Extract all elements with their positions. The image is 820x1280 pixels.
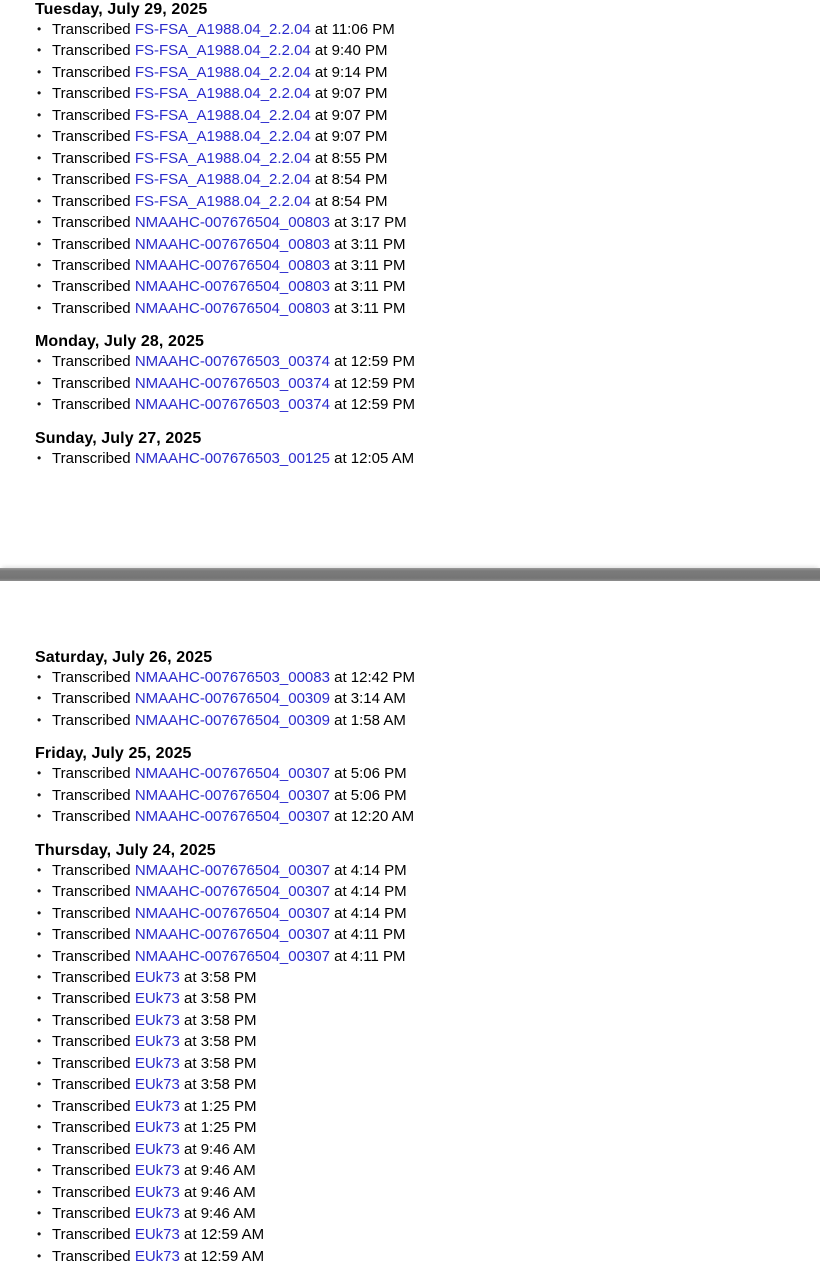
activity-item [35,1074,820,1095]
timestamp-text: at 9:07 PM [310,128,388,146]
action-text: Transcribed [52,1226,135,1244]
activity-item [35,1224,820,1245]
action-text: Transcribed [52,85,135,103]
bullet-icon: • [37,43,42,58]
action-text: Transcribed [52,128,135,146]
action-text: Transcribed [52,808,135,826]
activity-item [35,763,820,784]
timestamp-text: at 3:11 PM [329,235,406,253]
action-text: Transcribed [52,1011,135,1029]
action-text: Transcribed [52,861,135,879]
day-heading: Friday, July 25, 2025 [35,745,192,763]
bullet-icon: • [37,279,42,294]
activity-list [35,448,820,469]
bullet-icon: • [37,64,42,79]
activity-item [35,126,820,147]
activity-item [35,276,820,297]
item-record-link[interactable]: EUk73 [134,1183,180,1201]
activity-item [35,860,820,881]
bullet-icon: • [37,1141,42,1156]
item-record-link[interactable]: NMAAHC-007676504_00307 [134,808,330,826]
bullet-icon: • [37,670,42,684]
action-text: Transcribed [52,235,135,253]
day-heading: Thursday, July 24, 2025 [35,841,216,859]
activity-item [35,212,820,233]
bullet-icon: • [37,1184,42,1199]
activity-item [35,946,820,967]
activity-item [35,1010,820,1031]
activity-item [35,710,820,731]
bullet-icon: • [37,927,42,942]
item-record-link[interactable]: NMAAHC-007676504_00803 [134,214,330,232]
item-record-link[interactable]: NMAAHC-007676504_00307 [134,883,330,901]
day-section [35,648,820,731]
timestamp-text: at 11:06 PM [310,21,395,38]
bullet-icon: • [37,1055,42,1070]
activity-item [35,1031,820,1052]
activity-item [35,169,820,190]
timestamp-text: at 12:59 AM [179,1247,265,1265]
item-record-link[interactable]: EUk73 [134,1226,180,1244]
activity-item [35,298,820,319]
action-text: Transcribed [52,42,135,60]
action-text: Transcribed [52,690,135,708]
item-record-link[interactable]: EUk73 [134,1011,180,1029]
item-record-link[interactable]: NMAAHC-007676504_00307 [134,926,330,944]
bullet-icon: • [37,948,42,963]
bullet-icon: • [37,450,42,465]
timestamp-text: at 9:46 AM [179,1140,256,1158]
item-record-link[interactable]: FS-FSA_A1988.04_2.2.04 [134,21,311,38]
activity-list [35,763,820,827]
activity-item [35,988,820,1009]
action-text: Transcribed [52,669,135,686]
item-record-link[interactable]: EUk73 [134,1033,180,1051]
timestamp-text: at 9:40 PM [310,42,388,60]
item-record-link[interactable]: EUk73 [134,1162,180,1180]
item-record-link[interactable]: EUk73 [134,1054,180,1072]
item-record-link[interactable]: FS-FSA_A1988.04_2.2.04 [134,171,311,189]
item-record-link[interactable]: NMAAHC-007676504_00803 [134,299,330,317]
action-text: Transcribed [52,711,135,729]
activity-page-2 [0,581,820,1280]
action-text: Transcribed [52,1119,135,1137]
bullet-icon: • [37,1120,42,1135]
bullet-icon: • [37,969,42,984]
item-record-link[interactable]: NMAAHC-007676504_00309 [134,711,330,729]
item-record-link[interactable]: EUk73 [134,1097,180,1115]
bullet-icon: • [37,1205,42,1220]
action-text: Transcribed [52,171,135,189]
activity-item [35,881,820,902]
activity-item [35,19,820,40]
bullet-icon: • [37,1012,42,1027]
bullet-icon: • [37,691,42,706]
day-heading: Monday, July 28, 2025 [35,333,204,351]
item-record-link[interactable]: FS-FSA_A1988.04_2.2.04 [134,85,311,103]
timestamp-text: at 9:46 AM [179,1183,256,1201]
bullet-icon: • [37,354,42,369]
day-section [35,332,820,415]
action-text: Transcribed [52,1076,135,1094]
bullet-icon: • [37,193,42,208]
timestamp-text: at 5:06 PM [329,765,407,783]
bullet-icon: • [37,1098,42,1113]
day-section [35,429,820,469]
action-text: Transcribed [52,786,135,804]
item-record-link[interactable]: EUk73 [134,990,180,1008]
item-record-link[interactable]: EUk73 [134,1204,180,1222]
bullet-icon: • [37,862,42,877]
item-record-link[interactable]: NMAAHC-007676504_00307 [134,947,330,965]
timestamp-text: at 12:20 AM [329,808,415,826]
activity-list [35,19,820,319]
timestamp-text: at 8:54 PM [310,192,388,210]
action-text: Transcribed [52,449,135,467]
activity-list [35,667,820,731]
action-text: Transcribed [52,1162,135,1180]
action-text: Transcribed [52,990,135,1008]
action-text: Transcribed [52,1183,135,1201]
item-record-link[interactable]: EUk73 [134,1247,180,1265]
item-record-link[interactable]: FS-FSA_A1988.04_2.2.04 [134,42,311,60]
bullet-icon: • [37,991,42,1006]
bullet-icon: • [37,1227,42,1242]
timestamp-text: at 12:59 PM [329,374,416,392]
activity-item [35,785,820,806]
bullet-icon: • [37,1248,42,1263]
timestamp-text: at 12:59 PM [329,396,416,414]
timestamp-text: at 3:58 PM [179,1033,257,1051]
timestamp-text: at 9:46 AM [179,1204,256,1222]
item-record-link[interactable]: NMAAHC-007676503_00374 [134,396,330,414]
action-text: Transcribed [52,353,135,371]
activity-item [35,1246,820,1267]
action-text: Transcribed [52,883,135,901]
activity-item [35,1139,820,1160]
timestamp-text: at 3:58 PM [179,1011,257,1029]
action-text: Transcribed [52,374,135,392]
activity-item [35,373,820,394]
item-record-link[interactable]: NMAAHC-007676503_00374 [134,353,330,371]
bullet-icon: • [37,22,42,36]
timestamp-text: at 12:42 PM [329,669,416,686]
action-text: Transcribed [52,1054,135,1072]
item-record-link[interactable]: FS-FSA_A1988.04_2.2.04 [134,128,311,146]
timestamp-text: at 3:17 PM [329,214,407,232]
action-text: Transcribed [52,278,135,296]
item-record-link[interactable]: FS-FSA_A1988.04_2.2.04 [134,63,311,81]
item-record-link[interactable]: FS-FSA_A1988.04_2.2.04 [134,149,311,167]
item-record-link[interactable]: NMAAHC-007676504_00803 [134,235,330,253]
item-record-link[interactable]: NMAAHC-007676504_00307 [134,786,330,804]
timestamp-text: at 8:55 PM [310,149,388,167]
bullet-icon: • [37,215,42,230]
bullet-icon: • [37,150,42,165]
bullet-icon: • [37,809,42,824]
activity-list [35,351,820,415]
activity-item [35,806,820,827]
timestamp-text: at 12:59 AM [179,1226,265,1244]
item-record-link[interactable]: NMAAHC-007676504_00803 [134,256,330,274]
timestamp-text: at 9:07 PM [310,106,388,124]
activity-item [35,448,820,469]
timestamp-text: at 4:11 PM [329,947,406,965]
activity-item [35,1053,820,1074]
activity-item [35,105,820,126]
item-record-link[interactable]: NMAAHC-007676504_00307 [134,904,330,922]
timestamp-text: at 3:14 AM [329,690,406,708]
day-section [35,744,820,827]
timestamp-text: at 9:14 PM [310,63,388,81]
bullet-icon: • [37,129,42,144]
item-record-link[interactable]: NMAAHC-007676504_00803 [134,278,330,296]
activity-item [35,40,820,61]
action-text: Transcribed [52,149,135,167]
activity-item [35,191,820,212]
timestamp-text: at 3:11 PM [329,278,406,296]
item-record-link[interactable]: NMAAHC-007676504_00307 [134,765,330,783]
bullet-icon: • [37,787,42,802]
activity-item [35,1160,820,1181]
action-text: Transcribed [52,396,135,414]
timestamp-text: at 9:07 PM [310,85,388,103]
activity-item [35,688,820,709]
item-record-link[interactable]: FS-FSA_A1988.04_2.2.04 [134,106,311,124]
activity-item [35,234,820,255]
action-text: Transcribed [52,1204,135,1222]
timestamp-text: at 4:14 PM [329,861,407,879]
bullet-icon: • [37,905,42,920]
bullet-icon: • [37,375,42,390]
timestamp-text: at 1:25 PM [179,1119,257,1137]
action-text: Transcribed [52,106,135,124]
activity-item [35,1117,820,1138]
action-text: Transcribed [52,299,135,317]
action-text: Transcribed [52,1033,135,1051]
activity-item [35,1096,820,1117]
day-heading: Saturday, July 26, 2025 [35,649,213,666]
bullet-icon: • [37,172,42,187]
action-text: Transcribed [52,63,135,81]
day-section [35,0,820,319]
day-heading: Tuesday, July 29, 2025 [35,1,208,18]
timestamp-text: at 3:58 PM [179,1076,257,1094]
item-record-link[interactable]: NMAAHC-007676503_00125 [134,449,330,467]
bullet-icon: • [37,300,42,315]
activity-item [35,62,820,83]
activity-item [35,903,820,924]
timestamp-text: at 4:11 PM [329,926,406,944]
activity-item [35,667,820,688]
day-heading: Sunday, July 27, 2025 [35,429,202,447]
timestamp-text: at 4:14 PM [329,883,407,901]
activity-item [35,148,820,169]
action-text: Transcribed [52,192,135,210]
action-text: Transcribed [52,765,135,783]
timestamp-text: at 5:06 PM [329,786,407,804]
bullet-icon: • [37,107,42,122]
timestamp-text: at 3:58 PM [179,990,257,1008]
bullet-icon: • [37,712,42,727]
item-record-link[interactable]: NMAAHC-007676503_00083 [134,669,330,686]
timestamp-text: at 12:59 PM [329,353,416,371]
action-text: Transcribed [52,1097,135,1115]
action-text: Transcribed [52,21,135,38]
item-record-link[interactable]: FS-FSA_A1988.04_2.2.04 [134,192,311,210]
bullet-icon: • [37,236,42,251]
bullet-icon: • [37,766,42,781]
timestamp-text: at 9:46 AM [179,1162,256,1180]
activity-item [35,924,820,945]
day-section [35,841,820,1268]
timestamp-text: at 1:58 AM [329,711,406,729]
activity-item [35,394,820,415]
bullet-icon: • [37,86,42,101]
action-text: Transcribed [52,1140,135,1158]
bullet-icon: • [37,1034,42,1049]
page-break-divider [0,568,820,581]
activity-item [35,1203,820,1224]
bullet-icon: • [37,397,42,412]
action-text: Transcribed [52,904,135,922]
timestamp-text: at 3:58 PM [179,968,257,986]
timestamp-text: at 4:14 PM [329,904,407,922]
item-record-link[interactable]: EUk73 [134,1076,180,1094]
action-text: Transcribed [52,968,135,986]
activity-item [35,83,820,104]
timestamp-text: at 12:05 AM [329,449,415,467]
activity-list [35,860,820,1268]
item-record-link[interactable]: NMAAHC-007676504_00307 [134,861,330,879]
action-text: Transcribed [52,926,135,944]
activity-item [35,1182,820,1203]
action-text: Transcribed [52,1247,135,1265]
action-text: Transcribed [52,214,135,232]
bullet-icon: • [37,884,42,899]
timestamp-text: at 1:25 PM [179,1097,257,1115]
item-record-link[interactable]: EUk73 [134,1119,180,1137]
item-record-link[interactable]: EUk73 [134,968,180,986]
bullet-icon: • [37,1163,42,1178]
timestamp-text: at 3:11 PM [329,299,406,317]
activity-page-1 [0,0,820,568]
activity-item [35,255,820,276]
item-record-link[interactable]: NMAAHC-007676504_00309 [134,690,330,708]
activity-item [35,351,820,372]
bullet-icon: • [37,1077,42,1092]
action-text: Transcribed [52,947,135,965]
timestamp-text: at 3:58 PM [179,1054,257,1072]
timestamp-text: at 8:54 PM [310,171,388,189]
timestamp-text: at 3:11 PM [329,256,406,274]
item-record-link[interactable]: NMAAHC-007676503_00374 [134,374,330,392]
action-text: Transcribed [52,256,135,274]
item-record-link[interactable]: EUk73 [134,1140,180,1158]
activity-item [35,967,820,988]
bullet-icon: • [37,257,42,272]
